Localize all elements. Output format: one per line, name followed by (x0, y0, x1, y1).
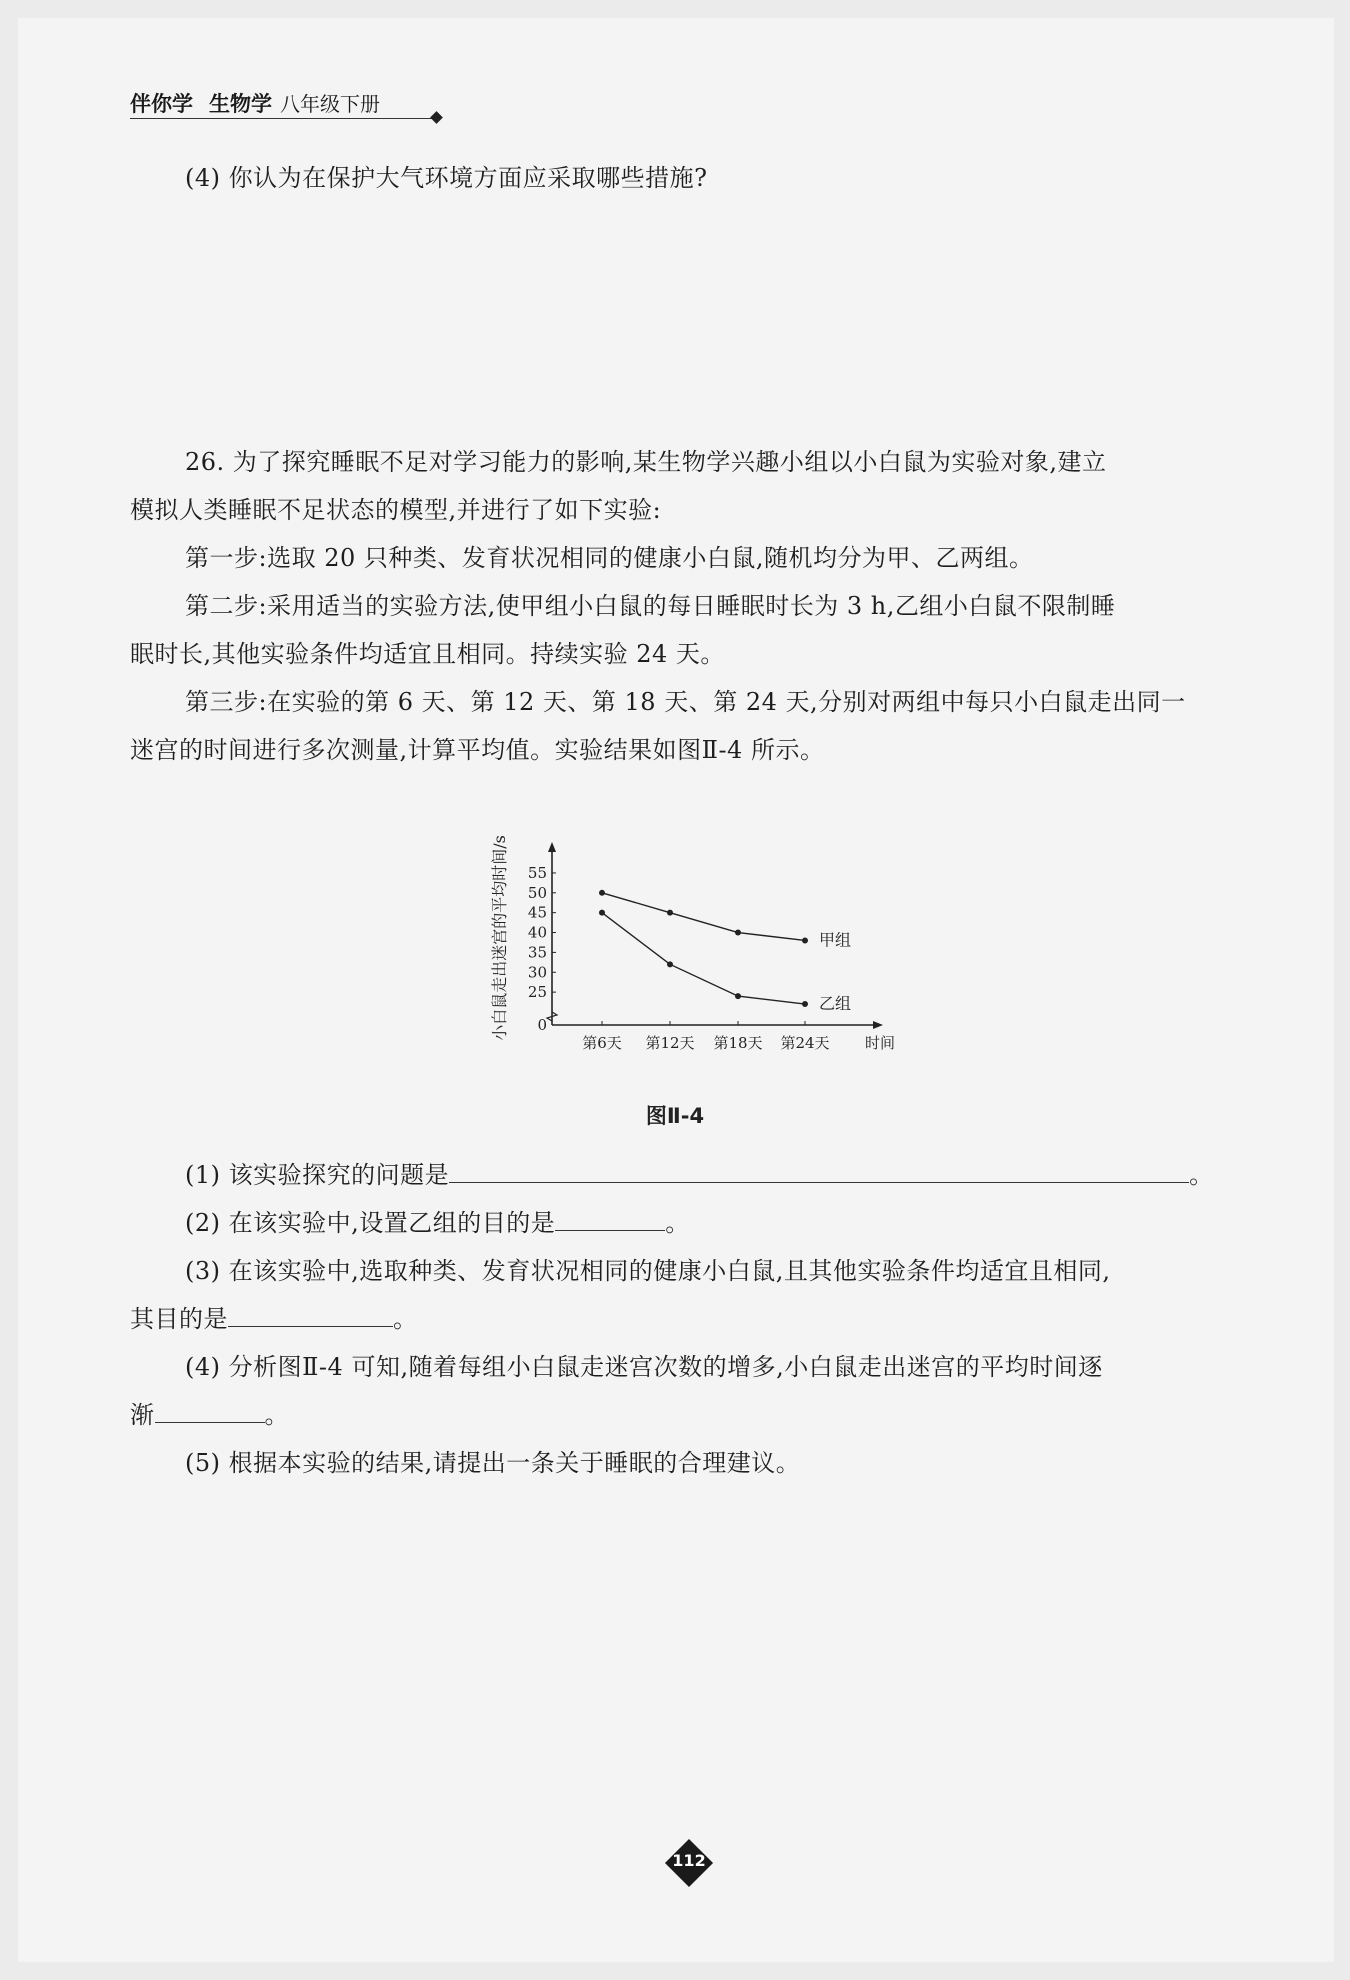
header-rule (130, 118, 435, 119)
chart-svg (480, 790, 900, 1090)
data-point (735, 993, 741, 999)
sub-question-2-text: (2) 在该实验中,设置乙组的目的是 (185, 1209, 556, 1237)
x-axis-arrow-icon (873, 1021, 883, 1029)
subject-title: 生物学 (209, 92, 272, 116)
sub-question-4-line2 (130, 1400, 289, 1430)
sub-question-1 (185, 1160, 1214, 1190)
page-number: 112 (672, 1851, 706, 1870)
step-2-line1: 第二步:采用适当的实验方法,使甲组小白鼠的每日睡眠时长为 3 h,乙组小白鼠不限制睡 (185, 592, 1116, 620)
sub-question-1-text: (1) 该实验探究的问题是 (185, 1161, 450, 1189)
y-axis-label: 小白鼠走出迷宫的平均时间/s (490, 835, 509, 1041)
data-point (599, 890, 605, 896)
data-point (735, 930, 741, 936)
step-1: 第一步:选取 20 只种类、发育状况相同的健康小白鼠,随机均分为甲、乙两组。 (185, 544, 1034, 572)
step-3-line1: 第三步:在实验的第 6 天、第 12 天、第 18 天、第 24 天,分别对两组中每只小白鼠走出同一 (185, 688, 1186, 716)
period: 。 (665, 1209, 690, 1237)
sub-question-3-line1: (3) 在该实验中,选取种类、发育状况相同的健康小白鼠,且其他实验条件均适宜且相同, (185, 1257, 1111, 1285)
y-tick-label: 45 (527, 903, 547, 922)
grade-label: 八年级下册 (280, 92, 380, 116)
x-tick-label: 第12天 (645, 1034, 695, 1052)
answer-blank-1[interactable] (449, 1160, 1189, 1183)
x-tick-label: 第6天 (582, 1034, 622, 1052)
sub-question-4-text: 渐 (130, 1401, 155, 1429)
answer-blank-4[interactable] (155, 1400, 265, 1423)
page-number-badge (668, 1842, 710, 1884)
series-title: 伴你学 (130, 92, 193, 116)
sub-question-4-line1: (4) 分析图Ⅱ-4 可知,随着每组小白鼠走迷宫次数的增多,小白鼠走出迷宫的平均时间逐 (185, 1353, 1103, 1381)
y-tick-label: 25 (527, 983, 547, 1002)
period: 。 (1189, 1161, 1214, 1189)
y-tick-label: 55 (527, 863, 547, 882)
step-3-line2: 迷宫的时间进行多次测量,计算平均值。实验结果如图Ⅱ-4 所示。 (130, 736, 825, 764)
step-2-line2: 眠时长,其他实验条件均适宜且相同。持续实验 24 天。 (130, 640, 725, 668)
y-tick-label: 30 (527, 963, 547, 982)
series-label: 甲组 (819, 930, 852, 950)
data-point (599, 910, 605, 916)
series-line (602, 913, 805, 1004)
data-point (667, 910, 673, 916)
figure-caption: 图Ⅱ-4 (645, 1104, 705, 1128)
y-tick-label: 0 (537, 1016, 547, 1034)
sub-question-3-text: 其目的是 (130, 1305, 228, 1333)
y-tick-label: 50 (527, 883, 547, 902)
period: 。 (393, 1305, 418, 1333)
question-26-intro-line2: 模拟人类睡眠不足状态的模型,并进行了如下实验: (130, 496, 662, 524)
period: 。 (264, 1401, 289, 1429)
data-point (802, 1001, 808, 1007)
y-tick-label: 35 (527, 943, 547, 962)
x-tick-label: 第18天 (713, 1034, 763, 1052)
question-25-4: (4) 你认为在保护大气环境方面应采取哪些措施? (185, 164, 708, 192)
series-line (602, 893, 805, 941)
x-axis-label: 时间 (865, 1034, 896, 1052)
sub-question-2 (185, 1208, 690, 1238)
answer-blank-2[interactable] (555, 1208, 665, 1231)
sub-question-3-line2 (130, 1304, 418, 1334)
y-axis-arrow-icon (548, 842, 556, 852)
sub-question-5: (5) 根据本实验的结果,请提出一条关于睡眠的合理建议。 (185, 1449, 801, 1477)
answer-blank-3[interactable] (228, 1304, 393, 1327)
series-label: 乙组 (819, 994, 852, 1014)
line-chart (480, 790, 900, 1090)
question-26-intro-line1: 26. 为了探究睡眠不足对学习能力的影响,某生物学兴趣小组以小白鼠为实验对象,建立 (185, 448, 1107, 476)
y-tick-label: 40 (527, 923, 547, 942)
data-point (802, 937, 808, 943)
x-tick-label: 第24天 (780, 1034, 830, 1052)
running-header (130, 88, 380, 118)
data-point (667, 961, 673, 967)
